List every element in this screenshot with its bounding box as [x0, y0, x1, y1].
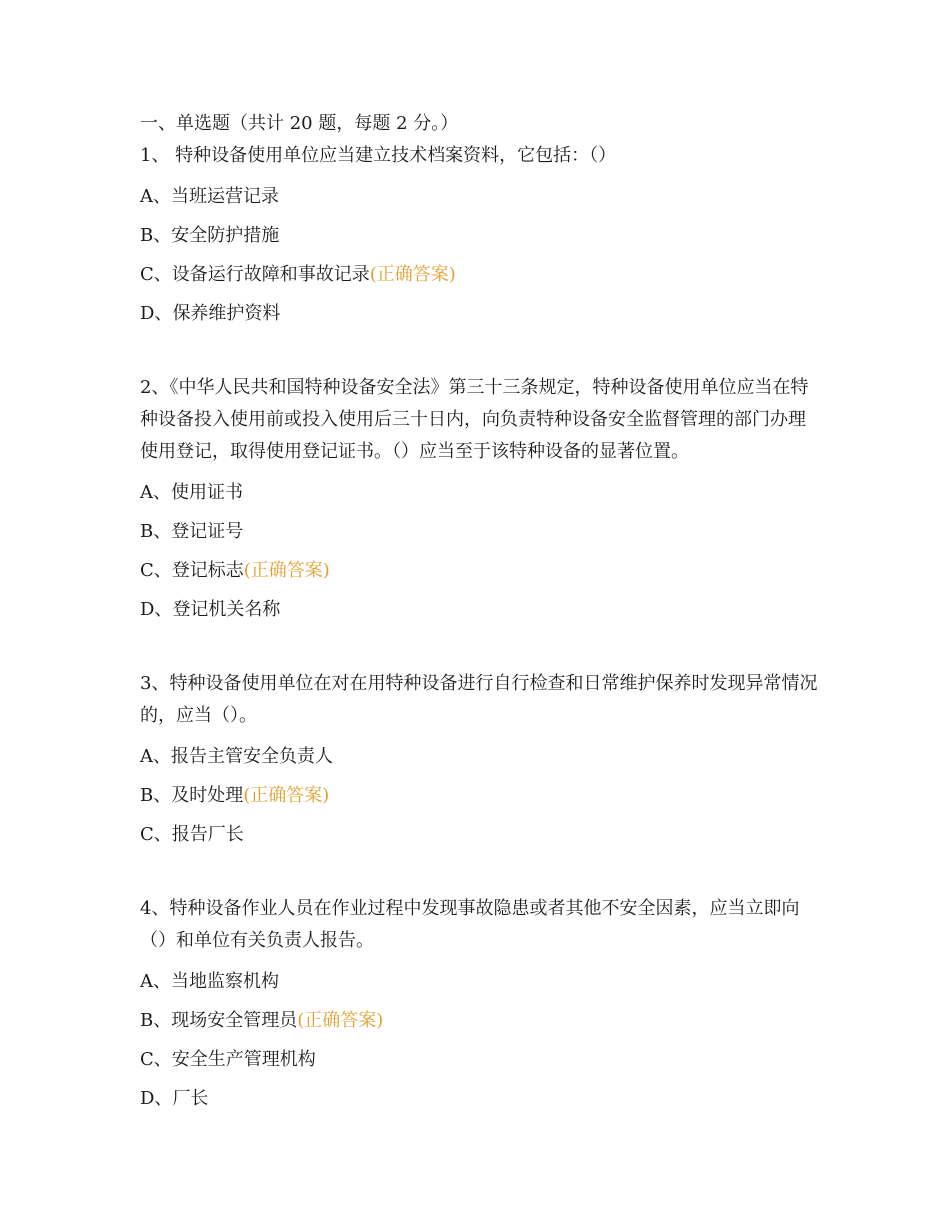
- option-text: 使用证书: [171, 482, 243, 503]
- option-text: 当班运营记录: [171, 186, 279, 207]
- question-number: 3、: [140, 673, 170, 694]
- correct-answer-marker: (正确答案): [369, 264, 456, 285]
- option-a: [140, 742, 820, 771]
- question-2: [140, 372, 820, 624]
- option-b: [140, 1006, 820, 1035]
- question-body: 特种设备作业人员在作业过程中发现事故隐患或者其他不安全因素，应当立即向（）和单位有关负责人报告。: [140, 898, 800, 951]
- question-4: [140, 893, 820, 1113]
- option-b: [140, 517, 820, 546]
- option-text: 保养维护资料: [172, 303, 281, 324]
- option-label: B、: [140, 521, 172, 542]
- question-number: 1、: [140, 145, 170, 166]
- option-text: 登记标志: [171, 560, 244, 581]
- option-a: [140, 478, 820, 507]
- option-label: B、: [140, 1010, 172, 1031]
- option-b: [140, 781, 820, 810]
- option-d: [140, 1084, 820, 1113]
- question-text: [140, 668, 820, 732]
- option-label: A、: [140, 971, 171, 992]
- option-label: C、: [140, 560, 172, 581]
- question-1: [140, 140, 820, 328]
- question-number: 4、: [140, 898, 170, 919]
- option-d: [140, 595, 820, 624]
- option-label: D、: [140, 599, 173, 620]
- question-text: [140, 140, 820, 172]
- question-body: 特种设备使用单位应当建立技术档案资料，它包括：（）: [169, 145, 617, 166]
- option-label: A、: [140, 482, 171, 503]
- option-label: C、: [140, 1049, 172, 1070]
- option-c: [140, 260, 820, 289]
- document-page: [140, 108, 820, 1123]
- option-label: C、: [140, 264, 172, 285]
- option-text: 现场安全管理员: [171, 1010, 298, 1031]
- option-text: 登记机关名称: [172, 599, 281, 620]
- option-text: 登记证号: [171, 521, 244, 542]
- option-a: [140, 182, 820, 211]
- option-label: D、: [140, 1088, 173, 1109]
- question-3: [140, 668, 820, 849]
- section-title: 一、单选题（共计 20 题，每题 2 分。）: [140, 113, 459, 134]
- option-text: 设备运行故障和事故记录: [171, 264, 370, 285]
- option-label: A、: [140, 746, 171, 767]
- option-text: 安全生产管理机构: [171, 1049, 316, 1070]
- option-c: [140, 820, 820, 849]
- question-text: [140, 893, 820, 957]
- option-text: 安全防护措施: [171, 225, 280, 246]
- option-text: 及时处理: [171, 785, 244, 806]
- option-c: [140, 1045, 820, 1074]
- correct-answer-marker: (正确答案): [297, 1010, 384, 1031]
- option-label: C、: [140, 824, 172, 845]
- question-body: 《中华人民共和国特种设备安全法》第三十三条规定，特种设备使用单位应当在特种设备投入使用前或投入使用后三十日内，向负责特种设备安全监督管理的部门办理使用登记，取得使用登记证书。（）应当至于该特种设备的显著位置。: [140, 377, 809, 462]
- option-text: 报告厂长: [171, 824, 244, 845]
- option-d: [140, 299, 820, 328]
- question-body: 特种设备使用单位在对在用特种设备进行自行检查和日常维护保养时发现异常情况的，应当（）。: [140, 673, 818, 726]
- option-text: 当地监察机构: [171, 971, 279, 992]
- option-label: D、: [140, 303, 173, 324]
- option-text: 厂长: [172, 1088, 209, 1109]
- question-text: [140, 372, 820, 468]
- option-label: B、: [140, 225, 172, 246]
- correct-answer-marker: (正确答案): [243, 560, 330, 581]
- option-label: A、: [140, 186, 171, 207]
- option-label: B、: [140, 785, 172, 806]
- correct-answer-marker: (正确答案): [243, 785, 330, 806]
- option-c: [140, 556, 820, 585]
- option-a: [140, 967, 820, 996]
- question-number: 2、: [140, 377, 170, 398]
- option-b: [140, 221, 820, 250]
- option-text: 报告主管安全负责人: [171, 746, 333, 767]
